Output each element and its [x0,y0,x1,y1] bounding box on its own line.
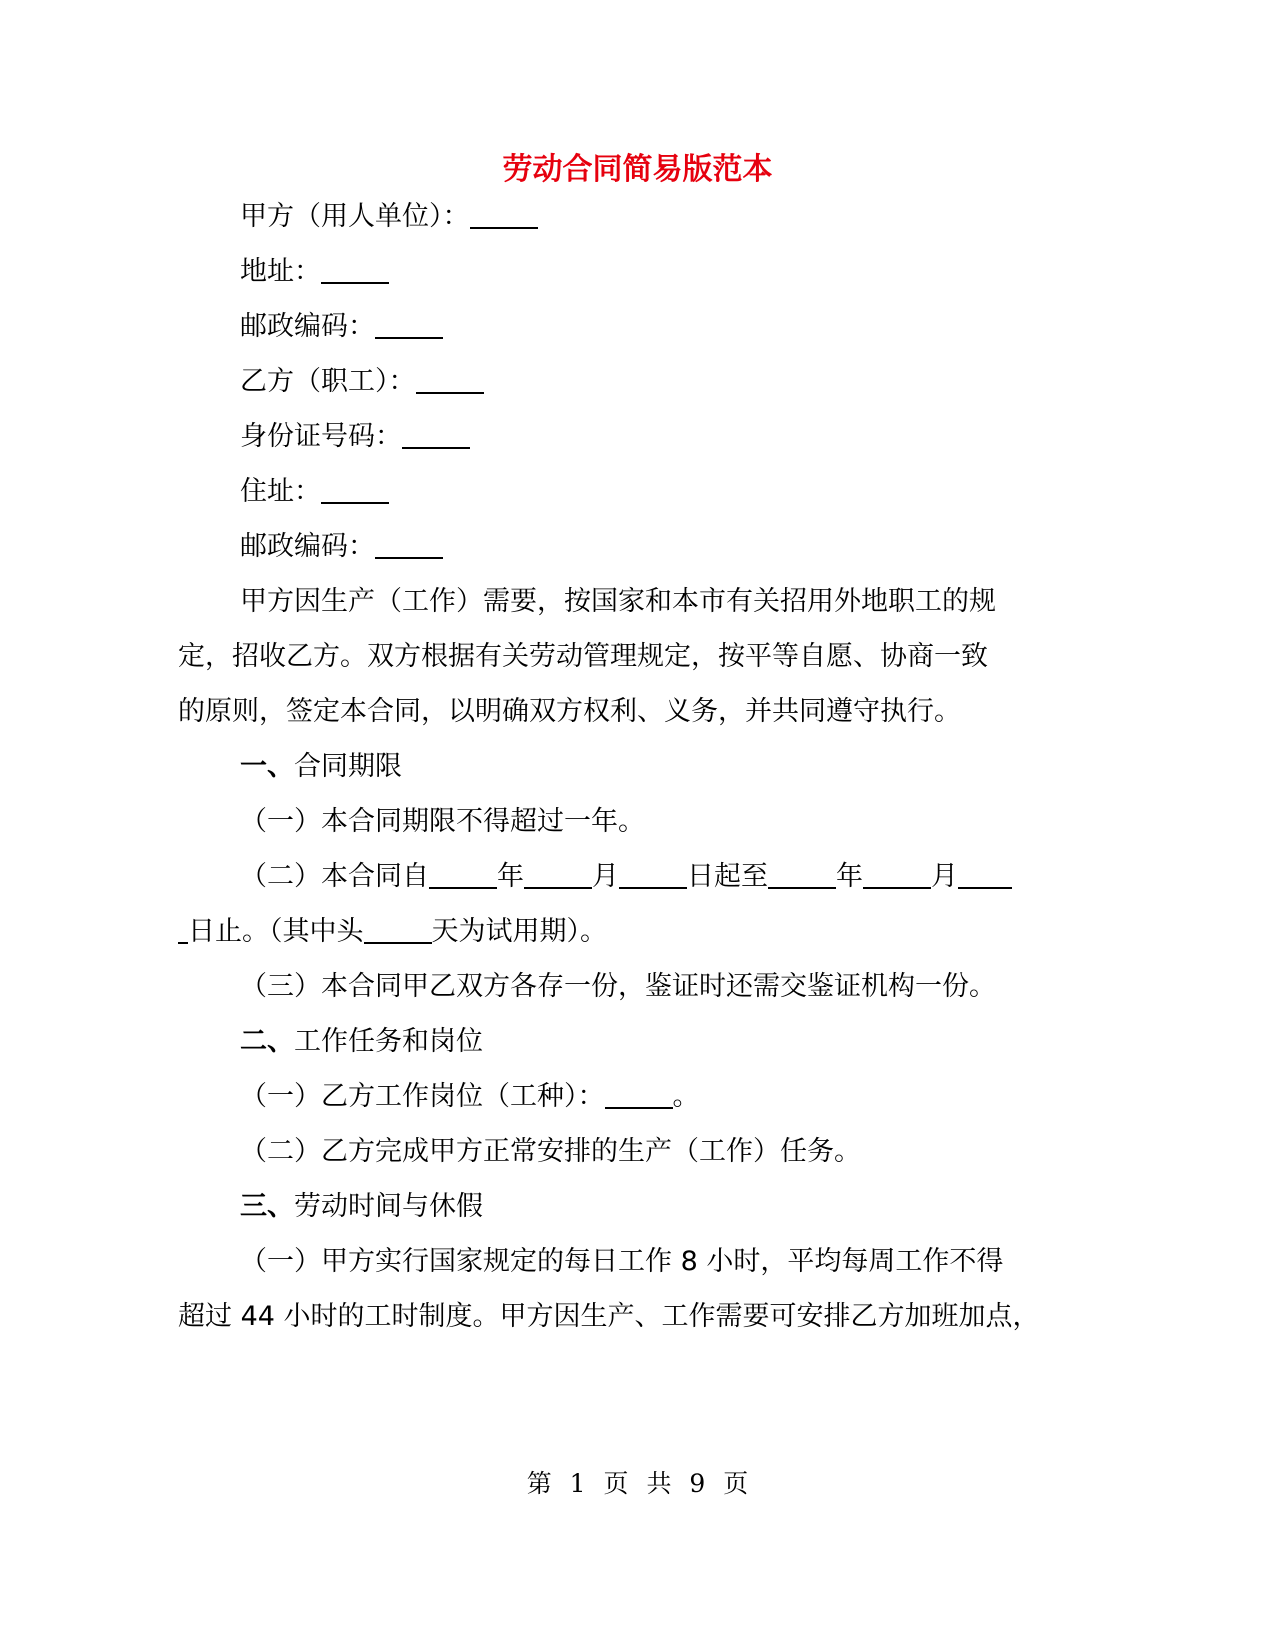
field-residence-label: 住址： [240,476,321,507]
item-2-tail: 天为试用期）。 [431,916,607,947]
trial-days-blank[interactable] [364,912,432,944]
section-3-item-1-line-2: 超过 44 小时的工时制度。甲方因生产、工作需要可安排乙方加班加点， [178,1301,1040,1332]
end-day-blank[interactable] [958,857,1012,889]
end-month-blank[interactable] [863,857,931,889]
field-postcode-b [0,527,1275,567]
start-day-blank[interactable] [619,857,687,889]
day-from-label: 日起至 [687,861,768,892]
intro-line-3: 的原则，签定本合同，以明确双方权利、义务，并共同遵守执行。 [178,696,961,727]
year-label-2: 年 [836,861,863,892]
item-2-end: 日止。（其中头 [188,916,364,947]
field-address [0,252,1275,292]
field-party-a [0,197,1275,237]
section-2-item-1 [0,1077,1275,1117]
address-blank[interactable] [321,252,389,284]
field-postcode-a-label: 邮政编码： [240,311,375,342]
field-party-b-label: 乙方（职工）： [240,366,416,397]
intro-line-2: 定，招收乙方。双方根据有关劳动管理规定，按平等自愿、协商一致 [178,641,988,672]
end-year-blank[interactable] [768,857,836,889]
intro-line-1: 甲方因生产（工作）需要，按国家和本市有关招用外地职工的规 [240,586,996,617]
item-2-prefix: （二）本合同自 [240,861,429,892]
section-2-title: 工作任务和岗位 [294,1026,483,1057]
section-3-heading [0,1187,1275,1227]
section-3-item-1-line-1: （一）甲方实行国家规定的每日工作 8 小时，平均每周工作不得 [240,1246,1004,1277]
start-year-blank[interactable] [429,857,497,889]
party-a-blank[interactable] [470,197,538,229]
section-3-title: 劳动时间与休假 [294,1191,483,1222]
section-1-item-2-cont [0,912,1275,952]
page-footer: 第 1 页 共 9 页 [526,1469,749,1498]
end-day-blank-cont[interactable] [178,912,188,944]
month-label: 月 [592,861,619,892]
postcode-b-blank[interactable] [375,527,443,559]
section-2-heading [0,1022,1275,1062]
section-1-title: 合同期限 [294,751,402,782]
id-number-blank[interactable] [402,417,470,449]
field-address-label: 地址： [240,256,321,287]
section-1-item-1: （一）本合同期限不得超过一年。 [240,806,645,837]
job-position-blank[interactable] [605,1077,673,1109]
job-position-end: 。 [672,1081,700,1112]
field-postcode-a [0,307,1275,347]
residence-blank[interactable] [321,472,389,504]
document-title: 劳动合同简易版范本 [502,152,773,187]
month-label-2: 月 [931,861,958,892]
section-2-number: 二、 [240,1026,294,1057]
field-id-number-label: 身份证号码： [240,421,402,452]
section-2-item-2: （二）乙方完成甲方正常安排的生产（工作）任务。 [240,1136,861,1167]
year-label: 年 [497,861,524,892]
section-1-heading [0,747,1275,787]
section-3-number: 三、 [240,1191,294,1222]
job-position-label: （一）乙方工作岗位（工种）： [240,1081,605,1112]
field-residence [0,472,1275,512]
start-month-blank[interactable] [524,857,592,889]
field-party-a-label: 甲方（用人单位）： [240,201,470,232]
field-postcode-b-label: 邮政编码： [240,531,375,562]
section-1-number: 一、 [240,751,294,782]
party-b-blank[interactable] [416,362,484,394]
section-1-item-3: （三）本合同甲乙双方各存一份，鉴证时还需交鉴证机构一份。 [240,971,996,1002]
field-party-b [0,362,1275,402]
postcode-a-blank[interactable] [375,307,443,339]
section-1-item-2 [0,857,1275,897]
field-id-number [0,417,1275,457]
